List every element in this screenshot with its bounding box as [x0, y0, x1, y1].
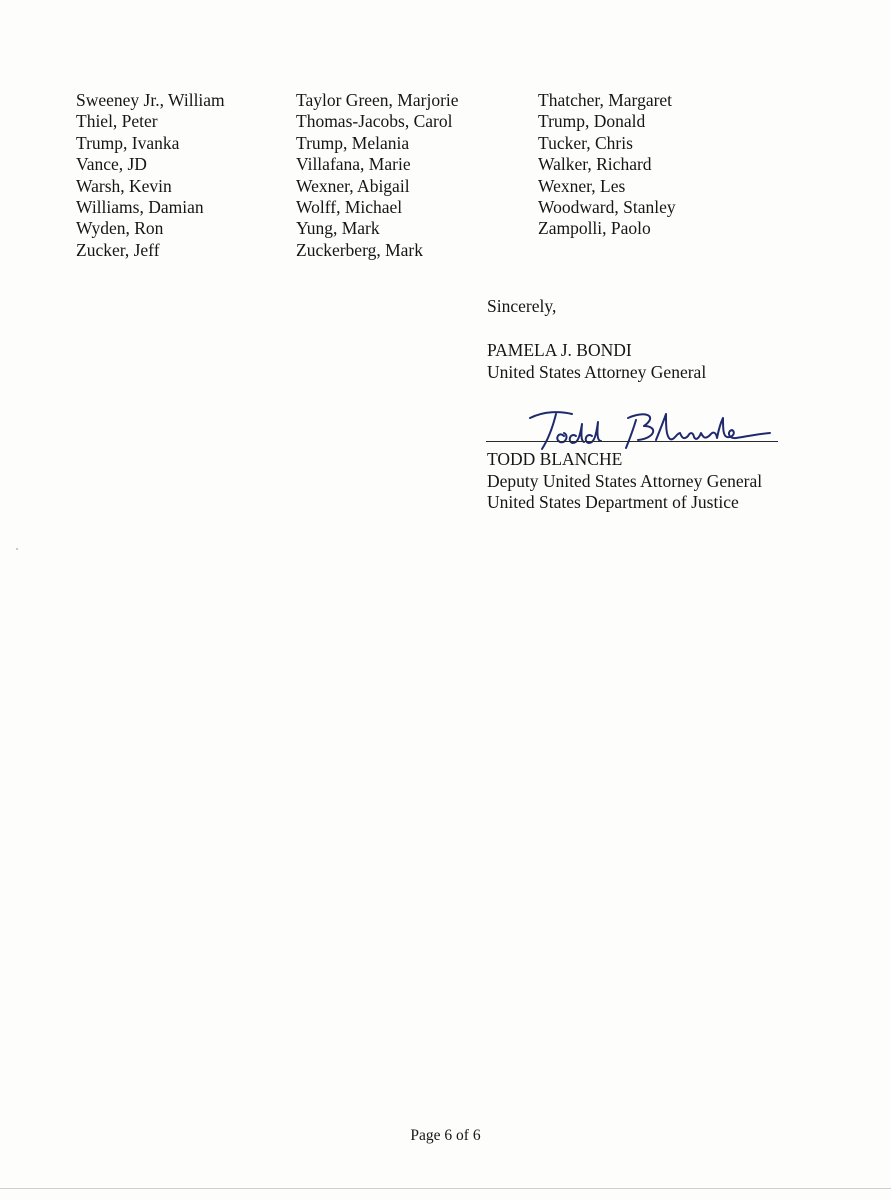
names-column-3: [538, 90, 676, 240]
list-item: Tucker, Chris: [538, 132, 633, 153]
list-item: Vance, JD: [76, 154, 147, 175]
list-item: Wexner, Abigail: [296, 175, 410, 196]
list-item: Villafana, Marie: [296, 154, 411, 175]
signature-block-blanche: [487, 449, 762, 514]
list-item: Thomas-Jacobs, Carol: [296, 111, 453, 132]
signatory-department: United States Department of Justice: [487, 492, 739, 512]
list-item: Zuckerberg, Mark: [296, 239, 423, 260]
list-item: Zucker, Jeff: [76, 239, 160, 260]
closing-salutation: Sincerely,: [487, 296, 557, 316]
list-item: Wexner, Les: [538, 175, 626, 196]
list-item: Trump, Donald: [538, 111, 646, 132]
signature-line: [486, 441, 778, 442]
signature-stroke: [626, 420, 636, 448]
signature-block-bondi: [487, 340, 706, 383]
signature-stroke: [542, 414, 556, 449]
signatory-title: United States Attorney General: [487, 361, 707, 382]
list-item: Sweeney Jr., William: [76, 90, 225, 110]
signatory-title: Deputy United States Attorney General: [487, 470, 763, 491]
list-item: Walker, Richard: [538, 154, 652, 175]
list-item: Zampolli, Paolo: [538, 218, 651, 239]
signatory-name: PAMELA J. BONDI: [487, 340, 632, 360]
signature-stroke: [530, 412, 572, 418]
list-item: Thiel, Peter: [76, 111, 158, 132]
scan-speck: [16, 548, 18, 550]
signature-stroke: [628, 414, 653, 440]
signature-stroke: [586, 422, 601, 443]
list-item: Wolff, Michael: [296, 197, 403, 218]
list-item: Taylor Green, Marjorie: [296, 90, 459, 110]
list-item: Trump, Melania: [296, 132, 410, 153]
page-number: Page 6 of 6: [410, 1127, 481, 1144]
page-edge: [0, 1188, 891, 1189]
handwritten-signature: [520, 402, 780, 452]
signature-stroke: [656, 414, 770, 440]
signatory-name: TODD BLANCHE: [487, 449, 623, 469]
list-item: Trump, Ivanka: [76, 132, 180, 153]
names-column-2: [296, 90, 459, 261]
list-item: Yung, Mark: [296, 218, 380, 239]
list-item: Wyden, Ron: [76, 218, 164, 239]
list-item: Woodward, Stanley: [538, 197, 676, 218]
list-item: Warsh, Kevin: [76, 175, 172, 196]
list-item: Williams, Damian: [76, 197, 204, 218]
names-column-1: [76, 90, 225, 261]
list-item: Thatcher, Margaret: [538, 90, 673, 110]
